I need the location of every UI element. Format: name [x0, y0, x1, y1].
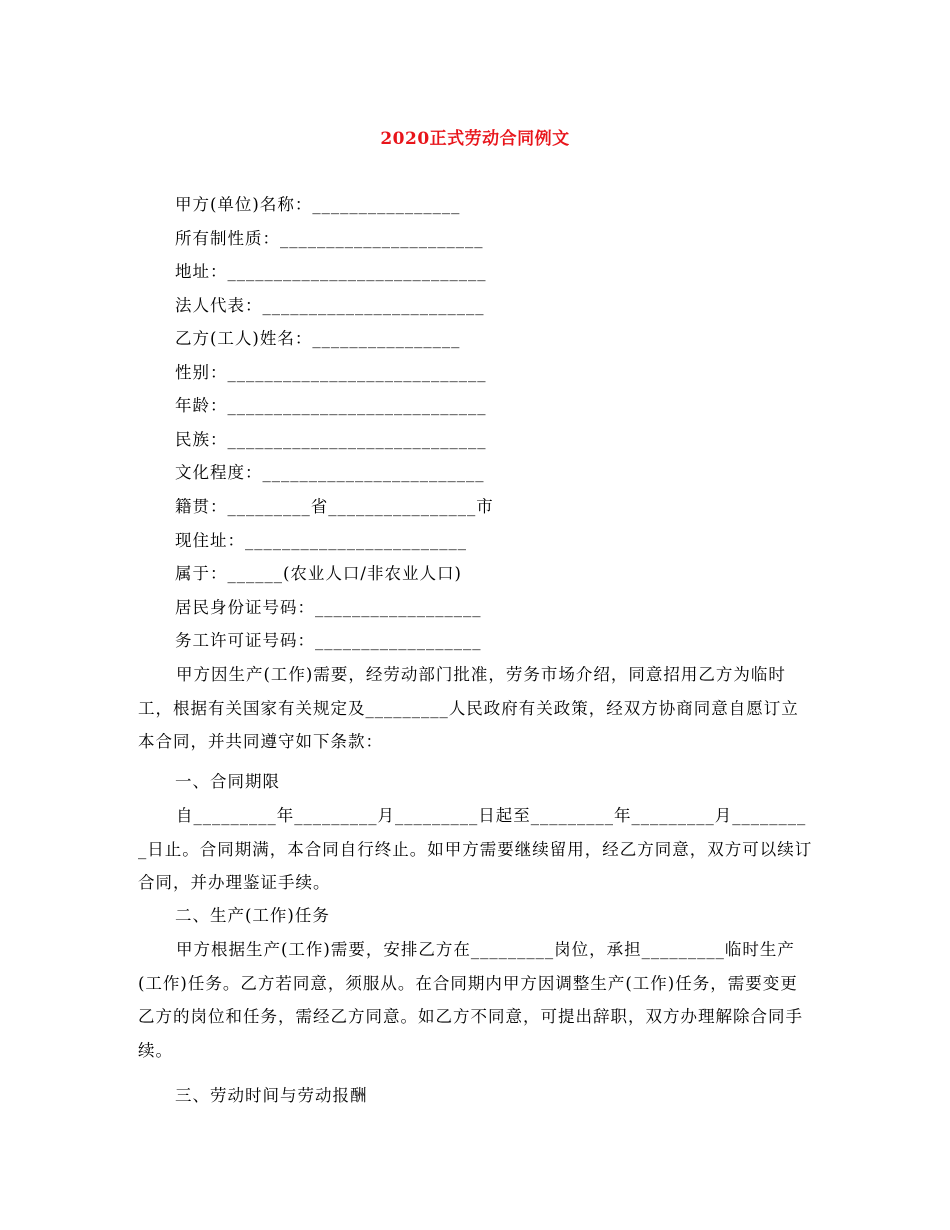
section-1-paragraph: 自_________年_________月_________日起至_________年_________月_________日止。合同期满，本合同自行终止。如甲方需要继续留用，经乙方同意，双方可以续订合同，并办理鉴证手续。	[138, 806, 813, 892]
field-id-number: 居民身份证号码：__________________	[175, 598, 482, 617]
field-age: 年龄：____________________________	[175, 396, 487, 415]
section-3-heading: 三、劳动时间与劳动报酬	[175, 1086, 368, 1105]
field-education: 文化程度：________________________	[175, 463, 485, 482]
field-ownership-type: 所有制性质：______________________	[175, 229, 484, 248]
document-title: 2020正式劳动合同例文	[380, 129, 570, 149]
section-1-heading: 一、合同期限	[175, 772, 280, 791]
field-legal-representative: 法人代表：________________________	[175, 296, 485, 315]
section-2-paragraph: 甲方根据生产(工作)需要，安排乙方在_________岗位，承担_________临时生产(工作)任务。乙方若同意，须服从。在合同期内甲方因调整生产(工作)任务，需要变更乙方的岗位和任务，需经乙方同意。如乙方不同意，可提出辞职，双方办理解除合同手续。	[138, 940, 803, 1060]
field-ethnicity: 民族：____________________________	[175, 430, 487, 449]
field-employer-name: 甲方(单位)名称：________________	[175, 195, 461, 214]
field-current-address: 现住址：________________________	[175, 531, 467, 550]
field-native-place: 籍贯：_________省________________市	[175, 497, 494, 516]
field-gender: 性别：____________________________	[175, 363, 487, 382]
field-household-type: 属于：______(农业人口/非农业人口)	[175, 564, 462, 583]
section-2-heading: 二、生产(工作)任务	[175, 906, 330, 925]
field-work-permit-number: 务工许可证号码：__________________	[175, 631, 482, 650]
field-address: 地址：____________________________	[175, 262, 487, 281]
field-worker-name: 乙方(工人)姓名：________________	[175, 329, 461, 348]
intro-paragraph: 甲方因生产(工作)需要，经劳动部门批准，劳务市场介绍，同意招用乙方为临时工，根据有关国家有关规定及_________人民政府有关政策，经双方协商同意自愿订立本合同，并共同遵守如下条款：	[138, 665, 799, 751]
